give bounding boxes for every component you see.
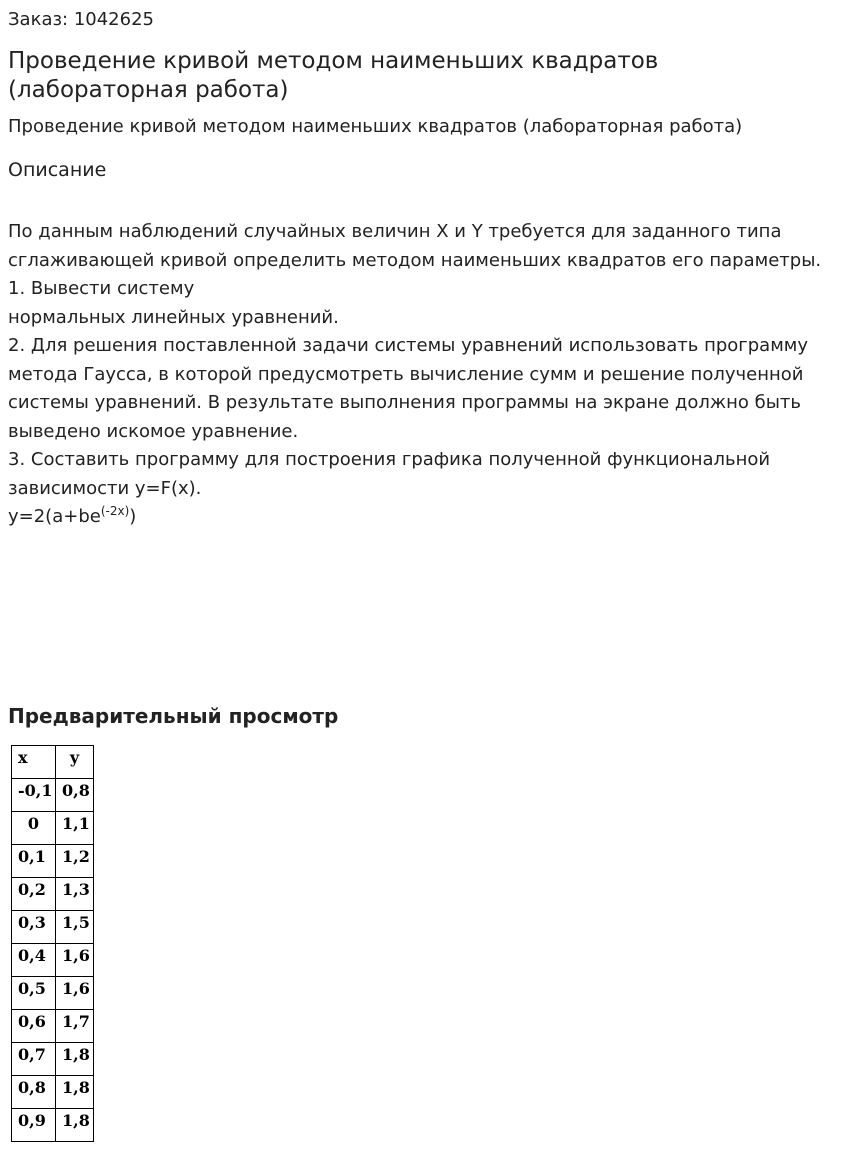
table-cell-y: 1,8: [56, 1109, 94, 1142]
table-header-x: x: [12, 746, 56, 779]
page-subtitle: Проведение кривой методом наименьших квадратов (лабораторная работа): [8, 116, 743, 137]
description-paragraph: 3. Составить программу для построения графика полученной функциональной зависимости y=F(x).: [8, 449, 771, 499]
table-cell-x: 0,5: [12, 977, 56, 1010]
table-cell-y: 1,5: [56, 911, 94, 944]
table-row: [12, 779, 94, 812]
page-title: Проведение кривой методом наименьших квадратов (лабораторная работа): [8, 48, 659, 103]
table-row: [12, 977, 94, 1010]
table-cell-y: 1,7: [56, 1010, 94, 1043]
formula-tail: ): [129, 506, 137, 527]
table-cell-x: 0,1: [12, 845, 56, 878]
table-cell-x: 0,8: [12, 1076, 56, 1109]
table-cell-x: 0,9: [12, 1109, 56, 1142]
table-cell-y: 1,3: [56, 878, 94, 911]
table-row: [12, 878, 94, 911]
table-row: [12, 911, 94, 944]
table-cell-y: 1,6: [56, 944, 94, 977]
table-row: [12, 845, 94, 878]
table-cell-x: 0,7: [12, 1043, 56, 1076]
table-body: [12, 746, 94, 1142]
formula-base: y=2(a+be: [8, 506, 101, 527]
description-paragraph: нормальных линейных уравнений.: [8, 306, 339, 328]
table-cell-x: 0: [12, 812, 56, 845]
table-row: [12, 1010, 94, 1043]
table-row: [12, 1043, 94, 1076]
table-cell-x: 0,2: [12, 878, 56, 911]
preview-heading: Предварительный просмотр: [8, 704, 339, 728]
table-cell-y: 1,8: [56, 1043, 94, 1076]
formula-exponent: (-2x): [100, 504, 130, 518]
description-paragraph: По данным наблюдений случайных величин X и Y требуется для заданного типа сглаживающей кривой определить методом наименьших квадратов его параметры.: [8, 221, 822, 271]
table-cell-y: 1,6: [56, 977, 94, 1010]
description-paragraph: 1. Вывести систему: [8, 278, 195, 299]
table-row: [12, 1109, 94, 1142]
table-cell-x: 0,4: [12, 944, 56, 977]
table-row: [12, 1076, 94, 1109]
table-cell-y: 1,2: [56, 845, 94, 878]
table-cell-y: 0,8: [56, 779, 94, 812]
description-body: [8, 218, 843, 532]
formula: [8, 503, 843, 532]
data-table: [11, 745, 94, 1142]
description-heading: Описание: [8, 159, 107, 181]
table-row: [12, 944, 94, 977]
description-paragraph: 2. Для решения поставленной задачи системы уравнений использовать программу метода Гаусса, в которой предусмотреть вычисление сумм и решение полученной системы уравнений. В результате выполнения программы на экране должно быть выведено искомое уравнение.: [8, 335, 809, 442]
table-cell-y: 1,1: [56, 812, 94, 845]
table-cell-y: 1,8: [56, 1076, 94, 1109]
order-number: Заказ: 1042625: [8, 9, 154, 30]
table-header-y: y: [56, 746, 94, 779]
table-header-row: [12, 746, 94, 779]
table-cell-x: 0,6: [12, 1010, 56, 1043]
table-row: [12, 812, 94, 845]
table-cell-x: 0,3: [12, 911, 56, 944]
table-cell-x: -0,1: [12, 779, 56, 812]
